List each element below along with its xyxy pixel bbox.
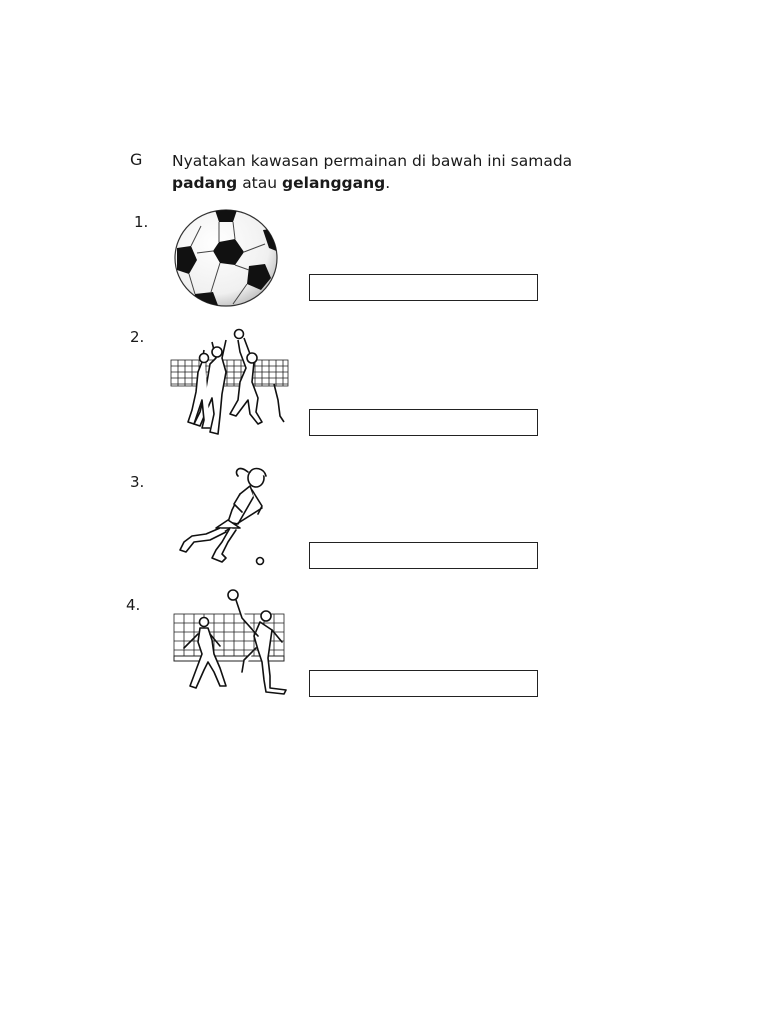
question-number-3: 3. bbox=[130, 473, 145, 491]
section-letter: G bbox=[130, 150, 143, 169]
soccer-ball-icon bbox=[173, 208, 279, 308]
end-punctuation: . bbox=[385, 174, 391, 192]
answer-box-3[interactable] bbox=[309, 542, 538, 569]
connector-word: atau bbox=[242, 174, 278, 192]
volleyball-players-icon bbox=[170, 328, 290, 440]
instruction-line1: Nyatakan kawasan permainan di bawah ini samada bbox=[172, 152, 573, 170]
answer-box-2[interactable] bbox=[309, 409, 538, 436]
question-number-1: 1. bbox=[134, 213, 149, 231]
keyword-gelanggang: gelanggang bbox=[282, 174, 386, 192]
answer-box-1[interactable] bbox=[309, 274, 538, 301]
sepak-takraw-players-icon bbox=[172, 588, 290, 698]
question-number-4: 4. bbox=[126, 596, 141, 614]
instruction-text bbox=[172, 150, 632, 194]
keyword-padang: padang bbox=[172, 174, 238, 192]
hockey-player-icon bbox=[176, 462, 276, 570]
question-number-2: 2. bbox=[130, 328, 145, 346]
answer-box-4[interactable] bbox=[309, 670, 538, 697]
